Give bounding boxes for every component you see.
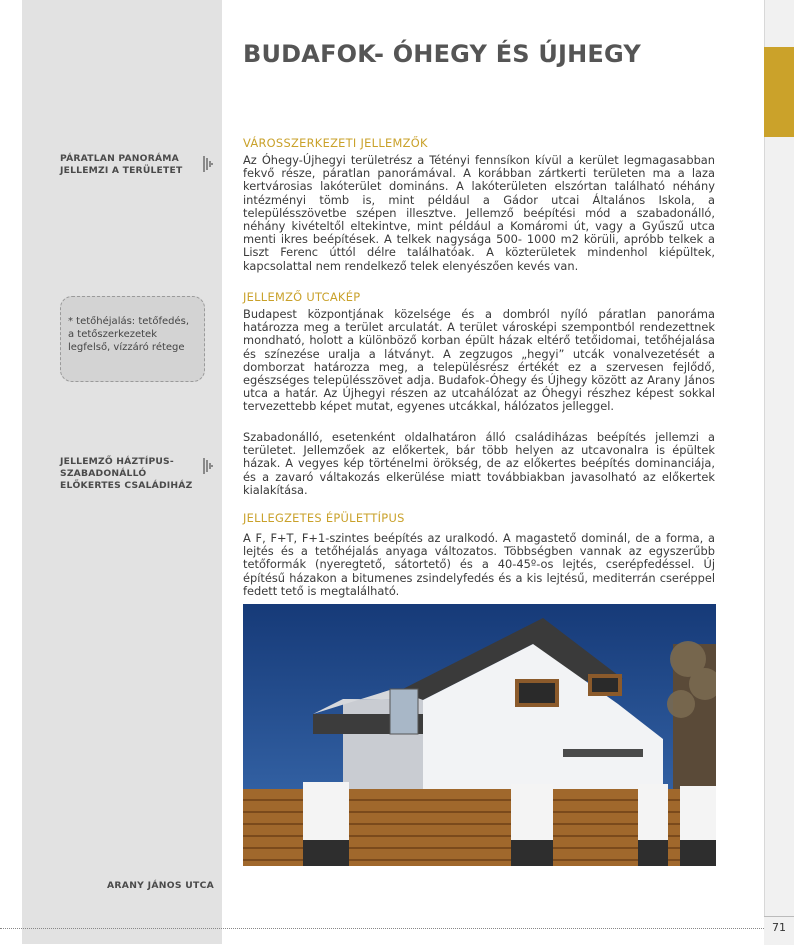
page-title: BUDAFOK- ÓHEGY ÉS ÚJHEGY (243, 40, 641, 68)
section-heading-streetscape: JELLEMZŐ UTCAKÉP (243, 290, 361, 304)
paragraph-streetscape-1: Budapest központjának közelsége és a dombról nyíló páratlan panoráma határozza meg a terület arculatát. A terület városképi szempontból rendezettnek mondható, holott a különböző korban épült házak eltérő tetőidomai, tetőhéjalása és színezése uralja a látványt. A zegzugos „hegyi” utcák vonalvezetését a domborzat határozza meg, a településrész értékét ez a szervesen fejlődő, egészséges településszövet adja. Budafok-Óhegy és Újhegy között az Arany János utca a határ. Az Újhegyi részen az utcahálózat az Óhegyi részhez képest sokkal tervezettebb képet mutat, egyenes utcákkal, hálózatos jelleggel. (243, 307, 715, 414)
paragraph-building-type: A F, F+T, F+1-szintes beépítés az uralkodó. A magastető dominál, de a forma, a lejtés és a tetőhéjalás anyaga változatos. Többségben vannak az egyszerűbb tetőformák (nyeregtető, sátortető) és a 40-45º-os lejtés, cserépfedéssel. Új építésű házakon a bitumenes zsindelyfedés és a kis lejtésű, mediterrán cseréppel fedett tető is megtalálható. (243, 531, 715, 598)
page-number: 71 (764, 916, 794, 945)
photo-caption: ARANY JÁNOS UTCA (107, 880, 215, 891)
section-heading-urban-structure: VÁROSSZERKEZETI JELLEMZŐK (243, 136, 428, 150)
sidebar-label-panorama: PÁRATLAN PANORÁMA JELLEMZI A TERÜLETET (60, 153, 183, 176)
house-illustration (243, 604, 716, 866)
arrow-marker-icon (203, 458, 213, 474)
glossary-note-text: * tetőhéjalás: tetőfedés, a tetőszerkezetek legfelső, vízzáró rétege (68, 316, 190, 353)
arrow-marker-icon (203, 156, 213, 172)
footer-divider (0, 928, 764, 929)
right-margin-strip (764, 0, 794, 944)
paragraph-urban-structure: Az Óhegy-Újhegyi területrész a Tétényi fennsíkon kívül a kerület legmagasabban fekvő része, páratlan panorámával. A korábban zártkerti területen ma a laza kertvárosias lakóterület domináns. A lakóterületen elszórtan található néhány intézményi tömb is, mint például a Gádor utcai Általános Iskola, a településszövetbe szépen illesztve. Jellemző beépítési mód a szabadonálló, néhány kivételtől eltekintve, mint például a Komáromi út, vagy a Gyűszű utca menti ikres beépítések. A telkek nagysága 500- 1000 m2 körüli, apróbb telkek a Liszt Ferenc úttól délre találhatóak. A közterületek mindenhol kiépültek, kapcsolattal nem rendelkező telek elenyészően kevés van. (243, 153, 715, 273)
paragraph-streetscape-2: Szabadonálló, esetenként oldalhatáron álló családiházas beépítés jellemzi a területet. Jellemzőek az előkertek, bár több helyen az utcavonalra is épültek házak. A vegyes kép történelmi örökség, de az előkertes beépítés dominanciája, és a zavaró váltakozás elkerülése miatt továbbiakban javasolható az előkertek kialakítása. (243, 430, 715, 497)
house-photo (243, 604, 716, 866)
glossary-note-box (60, 296, 205, 382)
chapter-tab-marker (764, 47, 794, 137)
section-heading-building-type: JELLEGZETES ÉPÜLETTÍPUS (243, 511, 405, 525)
sidebar-label-house-type: JELLEMZŐ HÁZTÍPUS- SZABADONÁLLÓ ELŐKERTES CSALÁDIHÁZ (60, 456, 193, 491)
